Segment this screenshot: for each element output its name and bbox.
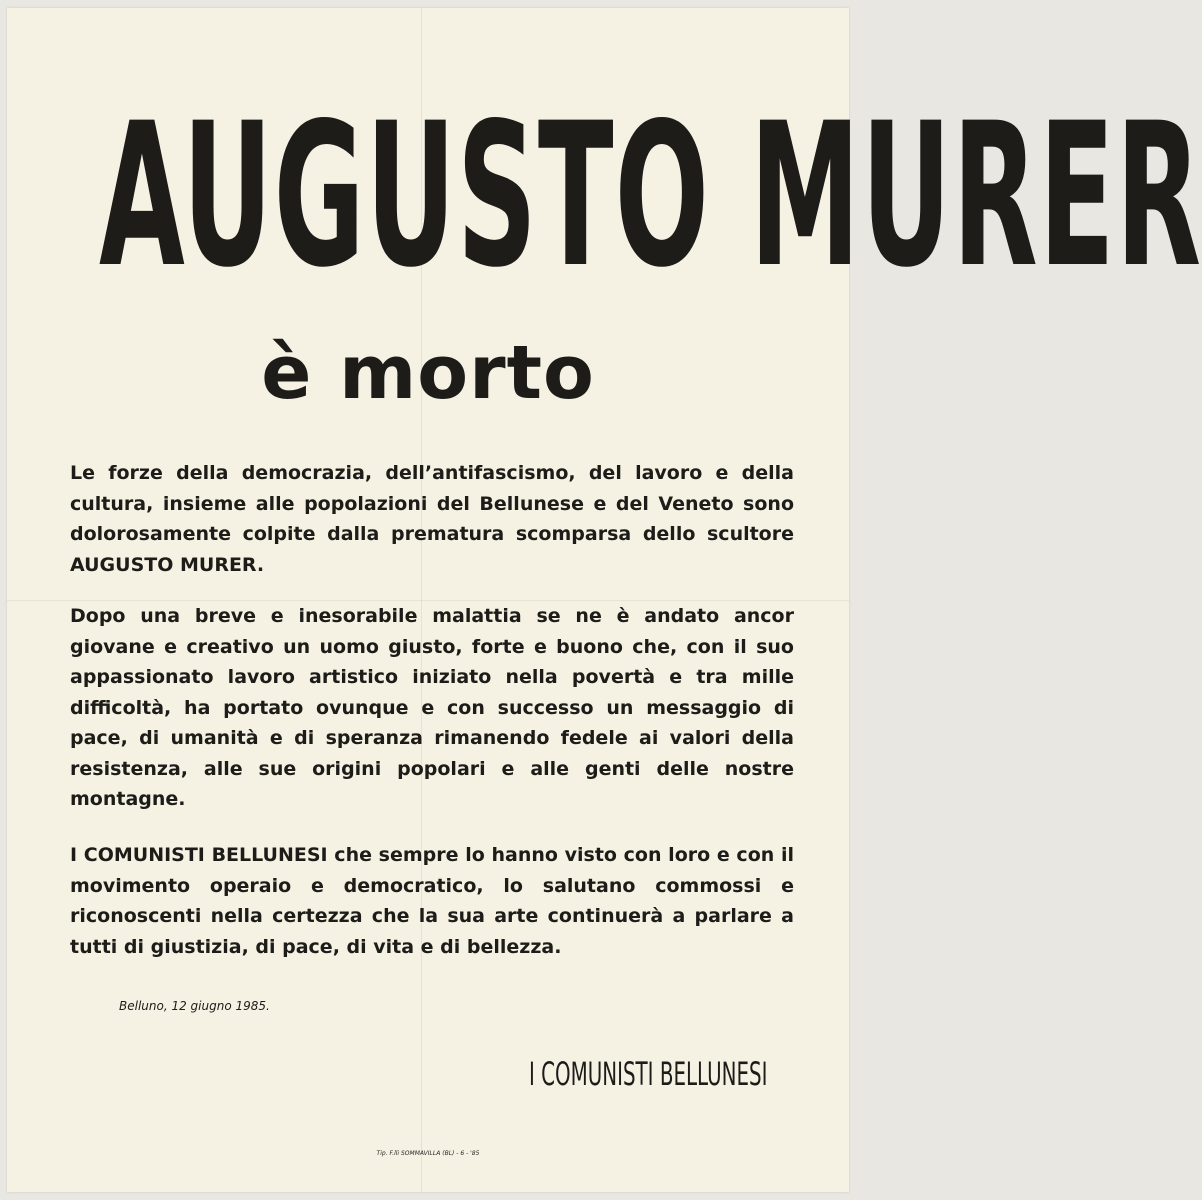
paragraph-1: Le forze della democrazia, dell’antifascismo, del lavoro e della cultura, insieme alle popolazioni del Bellunese e del Veneto sono dolorosamente colpite dalla prematura scomparsa dello scultore AUGUSTO MURER. [70,462,794,576]
paragraph-2: Dopo una breve e inesorabile malattia se ne è andato ancor giovane e creativo un uomo giusto, forte e buono che, con il suo appassionato lavoro artistico iniziato nella povertà e tra mille difficoltà, ha portato ovunque e con successo un messaggio di pace, di umanità e di speranza rimanendo fedele ai valori della resistenza, alle sue origini popolari e alle genti delle nostre montagne. [70,605,794,810]
headline: AUGUSTO MURER [99,80,1202,311]
poster-sheet [7,8,1202,1192]
subheadline: è morto [261,330,595,416]
printer-credit: Tip. F.lli SOMMAVILLA (BL) - 6 - '85 [376,1150,480,1157]
signature: I COMUNISTI BELLUNESI [529,1055,768,1093]
date-line: Belluno, 12 giugno 1985. [119,999,270,1013]
paragraph-3: I COMUNISTI BELLUNESI che sempre lo hanno visto con loro e con il movimento operaio e democratico, lo salutano commossi e riconoscenti nella certezza che la sua arte continuerà a parlare a tutti di giustizia, di pace, di vita e di bellezza. [70,844,794,958]
